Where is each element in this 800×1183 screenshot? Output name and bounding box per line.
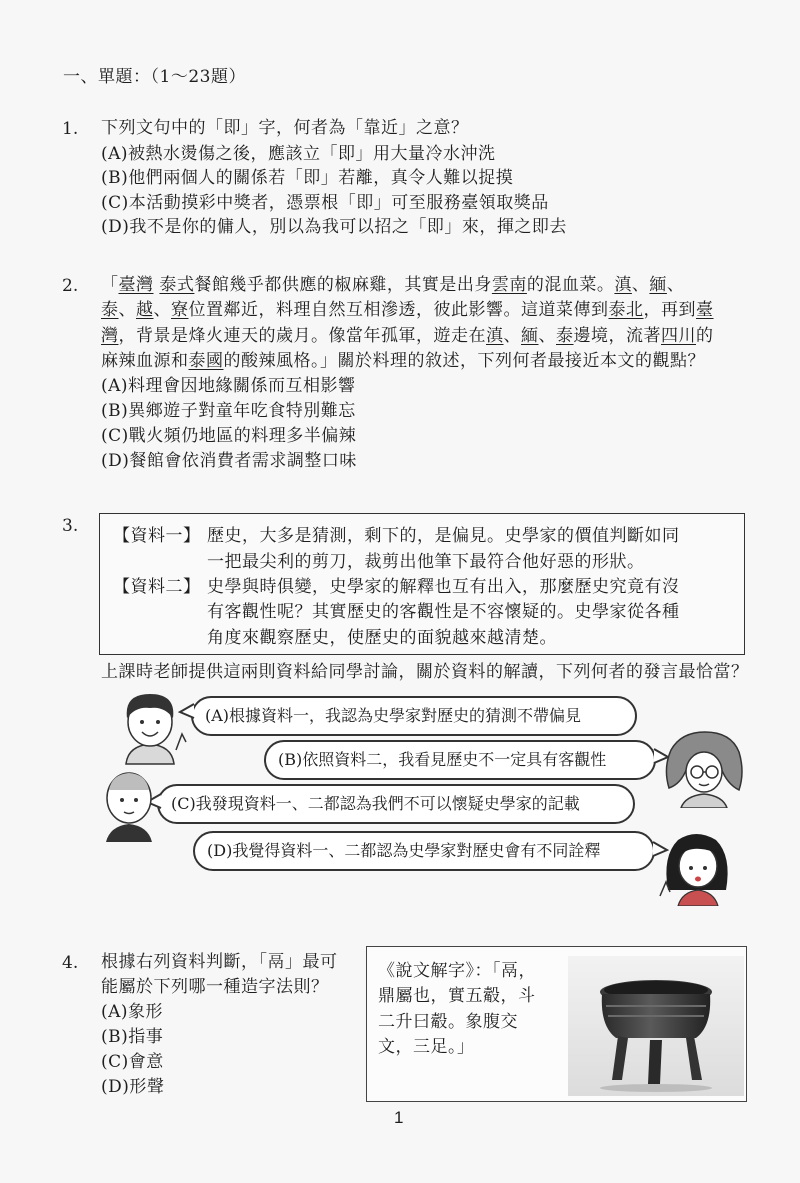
bronze-li-vessel-image	[568, 956, 744, 1096]
material-2-line-1: 史學與時俱變，史學家的解釋也互有出入，那麼歷史究竟有沒	[207, 577, 680, 597]
material-1-label: 【資料一】	[113, 526, 201, 546]
option-c[interactable]: (C)戰火頻仍地區的料理多半偏辣	[101, 426, 357, 446]
option-d[interactable]: (D)我不是你的傭人，別以為我可以招之「即」來，揮之即去	[101, 217, 567, 237]
quote-line-4: 文，三足。」	[378, 1037, 475, 1057]
question-stem: 下列文句中的「即」字，何者為「靠近」之意？	[101, 118, 469, 138]
speech-bubble-a[interactable]	[191, 696, 637, 736]
option-d: (D)我覺得資料一、二都認為史學家對歷史會有不同詮釋	[207, 841, 601, 860]
section-header: 一、單題：（1～23題）	[63, 67, 246, 87]
question-number: 1.	[62, 119, 79, 139]
passage-line-2: 泰、越、寮位置鄰近，料理自然互相滲透，彼此影響。這道菜傳到泰北，再到臺	[101, 300, 714, 320]
option-b[interactable]: (B)異鄉遊子對童年吃食特別難忘	[101, 401, 356, 421]
option-b[interactable]: (B)指事	[101, 1027, 164, 1047]
option-d[interactable]: (D)餐館會依消費者需求調整口味	[101, 451, 357, 471]
passage-line-3: 灣，背景是烽火連天的歲月。像當年孤軍，遊走在滇、緬、泰邊境，流著四川的	[101, 326, 714, 346]
option-b: (B)依照資料二，我看見歷史不一定具有客觀性	[278, 750, 607, 769]
material-1-line-1: 歷史，大多是猜測，剩下的，是偏見。史學家的價值判斷如同	[207, 526, 680, 546]
speech-bubble-b[interactable]	[264, 740, 656, 780]
question-number: 3.	[62, 516, 79, 536]
passage-line-4: 麻辣血源和泰國的酸辣風格。」關於料理的敘述，下列何者最接近本文的觀點？	[101, 351, 705, 371]
question-stem-line-1: 根據右列資料判斷，「鬲」最可	[101, 952, 338, 972]
option-b[interactable]: (B)他們兩個人的關係若「即」若離，真令人難以捉摸	[101, 168, 514, 188]
question-stem: 上課時老師提供這兩則資料給同學討論，關於資料的解讀，下列何者的發言最恰當？	[101, 662, 749, 682]
option-c[interactable]: (C)本活動摸彩中獎者，憑票根「即」可至服務臺領取獎品	[101, 193, 549, 213]
question-number: 4.	[62, 953, 79, 973]
passage-line-1: 「臺灣 泰式餐館幾乎都供應的椒麻雞，其實是出身雲南的混血菜。滇、緬、	[101, 275, 685, 295]
material-2-label: 【資料二】	[113, 577, 201, 597]
material-1-line-2: 一把最尖利的剪刀，裁剪出他筆下最符合他好惡的形狀。	[207, 552, 645, 572]
speech-bubble-d[interactable]	[193, 831, 655, 871]
quote-line-2: 鼎屬也，實五觳，斗	[378, 986, 536, 1006]
option-a[interactable]: (A)象形	[101, 1002, 164, 1022]
student-boy-icon	[112, 684, 188, 766]
student-girl-icon	[658, 826, 736, 906]
page-number: 1	[394, 1108, 404, 1127]
quote-line-1: 《說文解字》：「鬲，	[378, 961, 536, 981]
student-girl-curly-icon	[661, 728, 747, 808]
option-c: (C)我發現資料一、二都認為我們不可以懷疑史學家的記載	[171, 794, 580, 813]
question-number: 2.	[62, 276, 79, 296]
student-bald-boy-icon	[98, 766, 160, 842]
option-a[interactable]: (A)被熱水燙傷之後，應該立「即」用大量冷水沖洗	[101, 144, 496, 164]
option-a[interactable]: (A)料理會因地緣關係而互相影響	[101, 376, 356, 396]
material-2-line-2: 有客觀性呢？其實歷史的客觀性是不容懷疑的。史學家從各種	[207, 602, 680, 622]
option-d[interactable]: (D)形聲	[101, 1077, 165, 1097]
quote-line-3: 二升曰觳。象腹交	[378, 1012, 518, 1032]
option-a: (A)根據資料一，我認為史學家對歷史的猜測不帶偏見	[205, 706, 582, 725]
speech-bubble-c[interactable]	[157, 784, 635, 824]
option-c[interactable]: (C)會意	[101, 1052, 164, 1072]
material-2-line-3: 角度來觀察歷史，使歷史的面貌越來越清楚。	[207, 628, 557, 648]
question-stem-line-2: 能屬於下列哪一種造字法則？	[101, 977, 329, 997]
